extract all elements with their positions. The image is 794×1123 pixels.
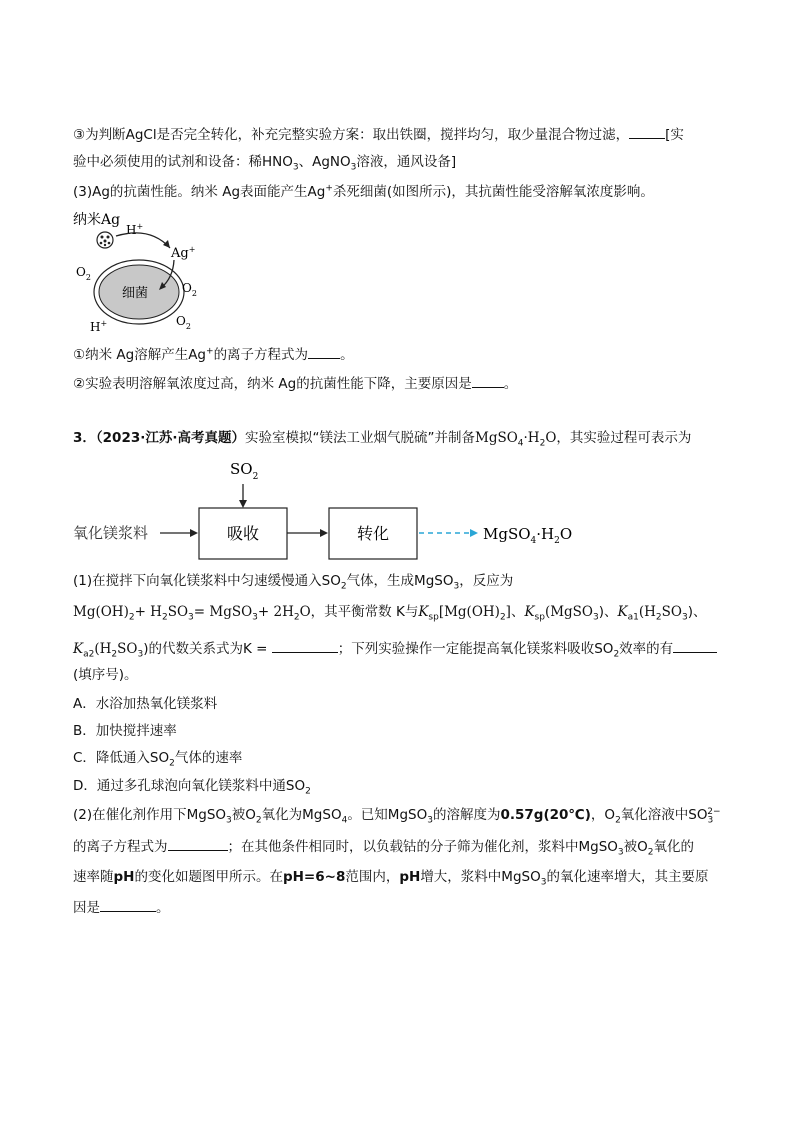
answer-blank[interactable] bbox=[272, 638, 338, 653]
ka2-symbol: K bbox=[73, 641, 84, 657]
answer-blank[interactable] bbox=[472, 373, 504, 388]
ksp1-arg: [Mg(OH) bbox=[438, 604, 500, 620]
eq-2h2: + 2H bbox=[257, 604, 294, 620]
eq-text: ，其平衡常数 K与 bbox=[310, 604, 419, 620]
part2-line4-text: 因是 bbox=[73, 900, 100, 916]
q3-tail: [实 bbox=[665, 127, 684, 143]
question-number: 3． bbox=[73, 430, 96, 446]
question-intro-end: ，其实验过程可表示为 bbox=[556, 430, 692, 446]
sub-q1-text-a: ①纳米 Ag溶解产生Ag bbox=[73, 347, 207, 363]
part1-line1: (1)在搅拌下向氧化镁浆料中匀速缓慢通入$SO_2$气体，生成MgSO$_3$，反应为 bbox=[73, 573, 514, 592]
part2-line3-d: 增大，浆料中MgSO bbox=[420, 869, 541, 885]
option-c-text-a: C．降低通入SO bbox=[73, 750, 170, 766]
formula-o: O bbox=[545, 430, 557, 446]
part2-text-g: 氧化溶液中SO bbox=[620, 807, 708, 823]
part2-line3: 速率随pH的变化如题图甲所示。在pH=6~8范围内，pH增大，浆料中MgSO$_3$的氧化速率增大，其主要原 bbox=[73, 869, 709, 888]
reagent-agno3: 、AgNO bbox=[298, 154, 351, 170]
part2-text-e: 的溶解度为 bbox=[432, 807, 501, 823]
ka1-arg: (H bbox=[638, 604, 656, 620]
flow-product-label: $MgSO_4\cdot H_2O$ bbox=[483, 525, 573, 546]
ka1-arg2: SO bbox=[661, 604, 682, 620]
option-c-text-b: 气体的速率 bbox=[174, 750, 243, 766]
part2-line3-c: 范围内， bbox=[345, 869, 400, 885]
answer-blank[interactable] bbox=[629, 124, 665, 139]
convert-label: 转化 bbox=[357, 524, 390, 543]
part2-text-d: 。已知MgSO bbox=[347, 807, 428, 823]
fill-hint: (填序号)。 bbox=[73, 667, 138, 683]
question-source: （2023·江苏·高考真题） bbox=[95, 430, 245, 446]
reagent-end: 溶液，通风设备] bbox=[356, 154, 457, 170]
process-flow-diagram bbox=[70, 452, 590, 564]
relation-text: 的代数关系式为K = bbox=[148, 641, 268, 657]
part2-line2-b: ；在其他条件相同时，以负载钴的分子筛为催化剂，浆料中MgSO bbox=[227, 839, 618, 855]
eq-mgoh2: Mg(OH) bbox=[73, 604, 129, 620]
part3-intro: (3)Ag的抗菌性能。纳米 Ag表面能产生Ag+杀死细菌(如图所示)，其抗菌性能受溶解氧浓度影响。 bbox=[73, 183, 654, 200]
ksp1-close: ] bbox=[505, 604, 511, 620]
ag-plus-label: Ag+ bbox=[171, 245, 196, 261]
option-b: B．加快搅拌速率 bbox=[73, 723, 177, 739]
answer-blank[interactable] bbox=[168, 836, 228, 851]
eq-o: O bbox=[299, 604, 311, 620]
nano-ag-label: 纳米Ag bbox=[73, 212, 121, 228]
sub-q1: ①纳米 Ag溶解产生Ag+的离子方程式为 。 bbox=[73, 344, 354, 365]
part1-line2: $Mg(OH)_2+ H_2SO_3=$ MgSO$_3$+ $2H_2O$，其平衡常数 K与$K_{sp}[Mg(OH)_2]$、$K_{sp}(MgSO_3)$、$K_{a1}(H_2SO_3)$、 bbox=[73, 604, 707, 623]
solubility-value: 0.57g(20℃) bbox=[500, 807, 591, 823]
period: 。 bbox=[340, 347, 354, 363]
ka2-arg: (H bbox=[94, 641, 112, 657]
h-plus-top: H+ bbox=[126, 222, 144, 237]
o2-right: $O_2$ bbox=[182, 281, 197, 298]
h-plus-bottom: H+ bbox=[90, 319, 108, 334]
eq-h2: + H bbox=[134, 604, 162, 620]
eq-mgso3: = MgSO bbox=[193, 604, 253, 620]
question-intro: 实验室模拟“镁法工业烟气脱硫”并制备 bbox=[245, 430, 475, 446]
part3-text-b: 杀死细菌(如图所示)，其抗菌性能受溶解氧浓度影响。 bbox=[332, 184, 654, 200]
o2-bottom: $O_2$ bbox=[176, 314, 191, 331]
so2-input-label: $SO_2$ bbox=[230, 460, 259, 482]
q3-line2: 验中必须使用的试剂和设备：稀$HNO_3$、AgNO$_3$溶液，通风设备] bbox=[73, 154, 457, 173]
cell-label: 细菌 bbox=[122, 286, 149, 301]
part2-line4 bbox=[73, 897, 170, 918]
release-arrow bbox=[116, 233, 170, 248]
ph-label-2: pH bbox=[399, 869, 421, 885]
option-c: C．降低通入$SO_2$气体的速率 bbox=[73, 750, 243, 769]
ksp2-arg: (MgSO bbox=[544, 604, 594, 620]
option-d: D．通过多孔球泡向氧化镁浆料中通$SO_2$ bbox=[73, 778, 311, 797]
q3-text: ③为判断AgCl是否完全转化，补充完整实验方案：取出铁圈，搅拌均匀，取少量混合物过滤， bbox=[73, 127, 630, 143]
part2-line2-d: 氧化的 bbox=[653, 839, 695, 855]
flow-input-label: 氧化镁浆料 bbox=[73, 524, 149, 542]
part2-text-a: (2)在催化剂作用下MgSO bbox=[73, 807, 227, 823]
relation-text-3: 效率的有 bbox=[619, 641, 674, 657]
o2-left: $O_2$ bbox=[76, 265, 91, 282]
sub-q1-text-b: 的离子方程式为 bbox=[213, 347, 309, 363]
q3-line1 bbox=[73, 124, 684, 145]
part1-line3: $K_{a2}(H_2SO_3)$的代数关系式为K = ；下列实验操作一定能提高氧化镁浆料吸收$SO_2$效率的有 bbox=[73, 638, 717, 659]
part2-text-c: 氧化为MgSO bbox=[261, 807, 342, 823]
formula-mgso4: MgSO bbox=[475, 430, 518, 446]
eq-so3: SO bbox=[167, 604, 189, 620]
part2-line3-b: 的变化如题图甲所示。在 bbox=[134, 869, 283, 885]
part1-text-b: 气体，生成MgSO bbox=[346, 573, 454, 589]
ph-label: pH bbox=[113, 869, 135, 885]
q3-heading: 3．（2023·江苏·高考真题）实验室模拟“镁法工业烟气脱硫”并制备$MgSO_4\cdot H_2O$，其实验过程可表示为 bbox=[73, 430, 692, 449]
option-d-text: D．通过多孔球泡向氧化镁浆料中通SO bbox=[73, 778, 306, 794]
relation-text-2: ；下列实验操作一定能提高氧化镁浆料吸收SO bbox=[337, 641, 614, 657]
part2-text-b: 被O bbox=[231, 807, 256, 823]
ka1-symbol: K bbox=[617, 604, 628, 620]
reagent-text: 验中必须使用的试剂和设备：稀HNO bbox=[73, 154, 293, 170]
part2-line2-a: 的离子方程式为 bbox=[73, 839, 168, 855]
antibacterial-figure bbox=[70, 208, 220, 338]
period: 。 bbox=[503, 376, 518, 392]
part2-line3-e: 的氧化速率增大，其主要原 bbox=[546, 869, 709, 885]
answer-blank[interactable] bbox=[100, 897, 156, 912]
part2-text-f: ，O bbox=[590, 807, 616, 823]
ka2-arg2: SO bbox=[117, 641, 138, 657]
sub-q2 bbox=[73, 373, 517, 394]
part2-line1: (2)在催化剂作用下MgSO$_3$被$O_2$氧化为MgSO$_4$。已知MgSO$_3$的溶解度为0.57g(20℃)，$O_2$氧化溶液中$SO_3^{2-}$ bbox=[73, 806, 721, 826]
option-a: A．水浴加热氧化镁浆料 bbox=[73, 696, 218, 712]
answer-blank[interactable] bbox=[673, 638, 717, 653]
absorb-label: 吸收 bbox=[227, 524, 260, 543]
ksp-symbol: K bbox=[418, 604, 429, 620]
part2-line2-c: 被O bbox=[623, 839, 648, 855]
formula-h2o: ·H bbox=[523, 430, 540, 446]
answer-blank[interactable] bbox=[308, 344, 340, 359]
ph-range: pH=6~8 bbox=[282, 869, 346, 885]
part1-text-c: ，反应为 bbox=[459, 573, 514, 589]
period: 。 bbox=[156, 900, 170, 916]
part1-text-a: (1)在搅拌下向氧化镁浆料中匀速缓慢通入SO bbox=[73, 573, 341, 589]
ksp-symbol: K bbox=[524, 604, 535, 620]
part2-line2: 的离子方程式为 ；在其他条件相同时，以负载钴的分子筛为催化剂，浆料中MgSO$_3$被$O_2$氧化的 bbox=[73, 836, 694, 857]
sub-q2-text: ②实验表明溶解氧浓度过高，纳米 Ag的抗菌性能下降，主要原因是 bbox=[73, 376, 472, 392]
part3-text-a: (3)Ag的抗菌性能。纳米 Ag表面能产生Ag bbox=[73, 184, 326, 200]
part2-line3-a: 速率随 bbox=[73, 869, 114, 885]
